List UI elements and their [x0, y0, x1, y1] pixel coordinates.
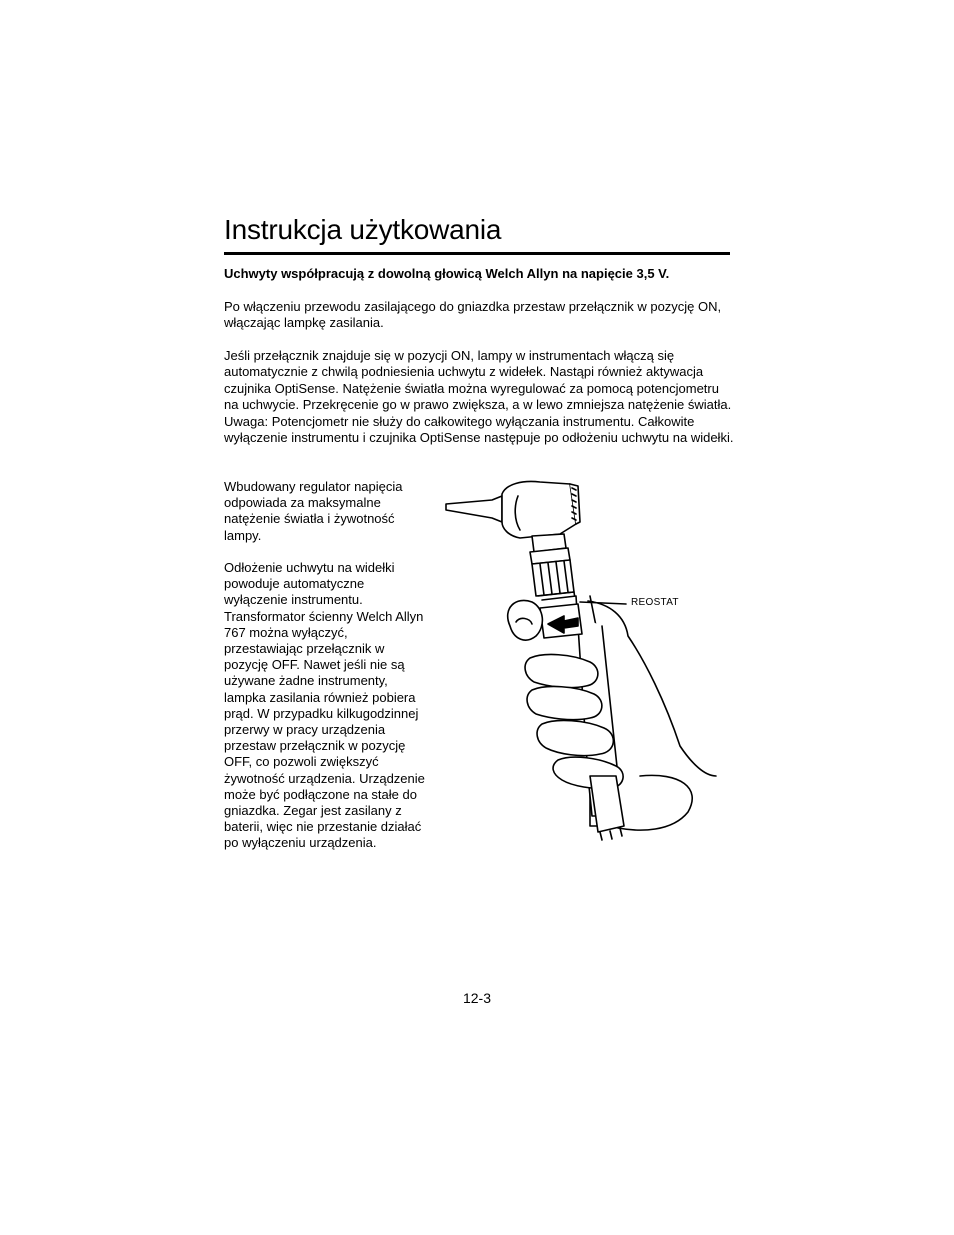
reostat-label: REOSTAT — [631, 597, 679, 608]
page-title: Instrukcja użytkowania — [224, 214, 502, 245]
title-rule — [224, 252, 730, 255]
paragraph-power-on: Po włączeniu przewodu zasilającego do gniazdka przestaw przełącznik w pozycję ON, włączając lampkę zasilania. — [224, 299, 722, 331]
subtitle: Uchwyty współpracują z dowolną głowicą Welch Allyn na napięcie 3,5 V. — [224, 266, 670, 281]
page-number: 12-3 — [462, 990, 492, 1006]
paragraph-voltage-regulator: Wbudowany regulator napięcia odpowiada za maksymalne natężenie światła i żywotność lampy. — [224, 479, 403, 543]
paragraph-operation: Jeśli przełącznik znajduje się w pozycji ON, lampy w instrumentach włączą się automatycznie z chwilą podniesienia uchwytu z widełek. Nastąpi również aktywacja czujnika OptiSense. Natężenie światła można wyregulować za pomocą potencjometru na uchwycie. Przekręcenie go w prawo zwiększa, a w lewo zmniejsza natężenie światła. Uwaga: Potencjometr nie służy do całkowitego wyłączania instrumentu. Całkowite wyłączenie instrumentu i czujnika OptiSense następuje po odłożeniu uchwytu na widełki. — [224, 348, 734, 446]
otoscope-hand-illustration — [440, 476, 730, 842]
paragraph-power-off: Odłożenie uchwytu na widełki powoduje automatyczne wyłączenie instrumentu. Transformator ścienny Welch Allyn 767 można wyłączyć, przestawiając przełącznik w pozycję OFF. Nawet jeśli nie są używane żadne instrumenty, lampka zasilania również pobiera prąd. W przypadku kilkugodzinnej przerwy w pracy urządzenia przestaw przełącznik w pozycję OFF, co pozwoli zwiększyć żywotność urządzenia. Urządzenie może być podłączone na stałe do gniazdka. Zegar jest zasilany z baterii, więc nie przestanie działać po wyłączeniu urządzenia. — [224, 560, 425, 851]
